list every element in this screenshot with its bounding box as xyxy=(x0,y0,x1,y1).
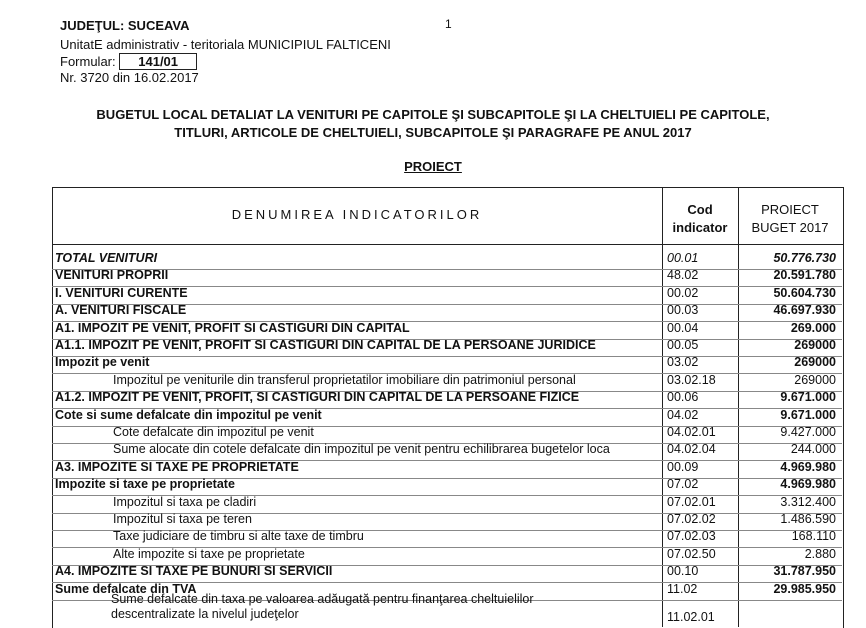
last-row-code: 11.02.01 xyxy=(667,610,715,624)
row-budget-value: 4.969.980 xyxy=(780,477,836,492)
form-label: Formular: xyxy=(60,54,116,69)
table-row xyxy=(52,338,842,357)
row-budget-value: 50.776.730 xyxy=(773,251,836,265)
row-indicator-code: 00.06 xyxy=(667,390,699,405)
row-budget-value: 3.312.400 xyxy=(780,494,836,509)
row-budget-value: 46.697.930 xyxy=(773,303,836,318)
row-indicator-code: 48.02 xyxy=(667,268,699,283)
row-indicator-name: I. VENITURI CURENTE xyxy=(55,285,188,300)
row-indicator-code: 00.01 xyxy=(667,251,699,265)
table-row xyxy=(52,390,842,409)
row-indicator-code: 04.02.01 xyxy=(667,425,716,439)
row-budget-value: 50.604.730 xyxy=(773,285,836,300)
row-indicator-name: Impozit pe venit xyxy=(55,355,150,370)
reference-number: Nr. 3720 din 16.02.2017 xyxy=(60,70,199,85)
row-indicator-name: Taxe judiciare de timbru si alte taxe de timbru xyxy=(113,529,364,544)
row-indicator-code: 00.10 xyxy=(667,564,699,579)
row-indicator-name: A. VENITURI FISCALE xyxy=(55,303,187,318)
table-row xyxy=(52,286,842,305)
document-subtitle: PROIECT xyxy=(404,159,462,174)
row-indicator-name: Cote si sume defalcate din impozitul pe venit xyxy=(55,407,322,422)
table-row xyxy=(52,321,842,340)
row-budget-value: 2.880 xyxy=(804,546,836,561)
document-title-line2: TITLURI, ARTICOLE DE CHELTUIELI, SUBCAPITOLE ŞI PARAGRAFE PE ANUL 2017 xyxy=(174,125,692,140)
row-indicator-code: 07.02.01 xyxy=(667,494,716,509)
row-indicator-name: A1. IMPOZIT PE VENIT, PROFIT SI CASTIGURI DIN CAPITAL xyxy=(55,320,410,335)
row-indicator-code: 00.05 xyxy=(667,338,699,352)
row-indicator-name: Cote defalcate din impozitul pe venit xyxy=(113,425,314,439)
last-row-name-line2: descentralizate la nivelul judeţelor xyxy=(111,607,299,621)
row-indicator-code: 04.02 xyxy=(667,407,699,422)
row-indicator-code: 11.02 xyxy=(667,581,698,596)
row-budget-value: 168.110 xyxy=(791,529,836,544)
row-budget-value: 9.671.000 xyxy=(780,390,836,405)
table-row xyxy=(52,303,842,322)
row-indicator-name: A1.1. IMPOZIT PE VENIT, PROFIT SI CASTIGURI DIN CAPITAL DE LA PERSOANE JURIDICE xyxy=(55,338,596,352)
row-budget-value: 9.671.000 xyxy=(780,407,836,422)
row-indicator-code: 07.02.50 xyxy=(667,546,716,561)
table-row xyxy=(52,442,842,461)
row-budget-value: 29.985.950 xyxy=(773,581,836,596)
table-row xyxy=(52,564,842,583)
table-row xyxy=(52,355,842,374)
row-indicator-code: 03.02 xyxy=(667,355,699,370)
table-row xyxy=(52,268,842,287)
row-indicator-code: 00.02 xyxy=(667,285,699,300)
row-budget-value: 269000 xyxy=(794,355,836,370)
table-row xyxy=(52,251,842,270)
row-indicator-code: 07.02 xyxy=(667,477,699,492)
row-indicator-name: Impozitul si taxa pe teren xyxy=(113,512,252,526)
row-indicator-name: Sume alocate din cotele defalcate din impozitul pe venit pentru echilibrarea bugetelor loca xyxy=(113,442,610,457)
row-indicator-name: VENITURI PROPRII xyxy=(55,268,169,283)
row-indicator-code: 00.03 xyxy=(667,303,699,318)
row-indicator-code: 04.02.04 xyxy=(667,442,716,457)
row-indicator-code: 00.04 xyxy=(667,320,699,335)
row-indicator-name: TOTAL VENITURI xyxy=(55,251,158,265)
row-indicator-name: A1.2. IMPOZIT PE VENIT, PROFIT, SI CASTIGURI DIN CAPITAL DE LA PERSOANE FIZICE xyxy=(55,390,580,405)
row-budget-value: 244.000 xyxy=(790,442,836,457)
table-row xyxy=(52,373,842,392)
row-budget-value: 269000 xyxy=(794,338,836,352)
page-number: 1 xyxy=(445,17,452,31)
row-budget-value: 269000 xyxy=(794,372,836,387)
row-indicator-code: 03.02.18 xyxy=(667,372,716,387)
table-row xyxy=(52,495,842,514)
row-indicator-name: A3. IMPOZITE SI TAXE PE PROPRIETATE xyxy=(55,459,299,474)
row-budget-value: 4.969.980 xyxy=(780,459,836,474)
form-code-box: 141/01 xyxy=(119,53,197,70)
table-row xyxy=(52,408,842,427)
row-budget-value: 1.486.590 xyxy=(780,512,836,526)
header-divider xyxy=(52,244,843,245)
row-indicator-code: 00.09 xyxy=(667,459,699,474)
row-budget-value: 9.427.000 xyxy=(780,425,836,439)
document-title-line1: BUGETUL LOCAL DETALIAT LA VENITURI PE CAPITOLE ŞI SUBCAPITOLE ŞI LA CHELTUIELI PE CAPITOLE, xyxy=(96,107,770,122)
unit-name: UnitatE administrativ - teritoriala MUNICIPIUL FALTICENI xyxy=(60,37,391,52)
column-header-name: DENUMIREA INDICATORILOR xyxy=(231,207,483,222)
table-row xyxy=(52,460,842,479)
row-indicator-name: Impozitul pe veniturile din transferul proprietatilor imobiliare din patrimoniul personal xyxy=(113,372,576,387)
row-budget-value: 20.591.780 xyxy=(773,268,836,283)
table-row xyxy=(52,477,842,496)
table-row xyxy=(52,512,842,531)
county-heading: JUDEŢUL: SUCEAVA xyxy=(60,18,190,33)
row-indicator-name: Sume defalcate din TVA xyxy=(55,581,197,596)
column-header-value-line1: PROIECT xyxy=(761,202,819,217)
column-header-code-line2: indicator xyxy=(672,220,728,235)
row-budget-value: 31.787.950 xyxy=(773,564,836,579)
form-line xyxy=(60,53,197,70)
row-indicator-name: Impozitul si taxa pe cladiri xyxy=(113,494,257,509)
table-row xyxy=(52,425,842,444)
row-budget-value: 269.000 xyxy=(790,320,836,335)
table-row xyxy=(52,547,842,566)
table-row xyxy=(52,529,842,548)
row-indicator-name: Impozite si taxe pe proprietate xyxy=(55,477,235,492)
row-indicator-name: Alte impozite si taxe pe proprietate xyxy=(113,546,305,561)
row-indicator-code: 07.02.03 xyxy=(667,529,716,544)
row-indicator-name: A4. IMPOZITE SI TAXE PE BUNURI SI SERVICII xyxy=(55,564,333,579)
row-indicator-code: 07.02.02 xyxy=(667,512,716,526)
column-header-value-line2: BUGET 2017 xyxy=(751,220,829,235)
column-header-code-line1: Cod xyxy=(687,202,713,217)
last-row-name-line1: Sume defalcate din taxa pe valoarea adăugată pentru finanţarea cheltuielilor xyxy=(111,592,534,606)
